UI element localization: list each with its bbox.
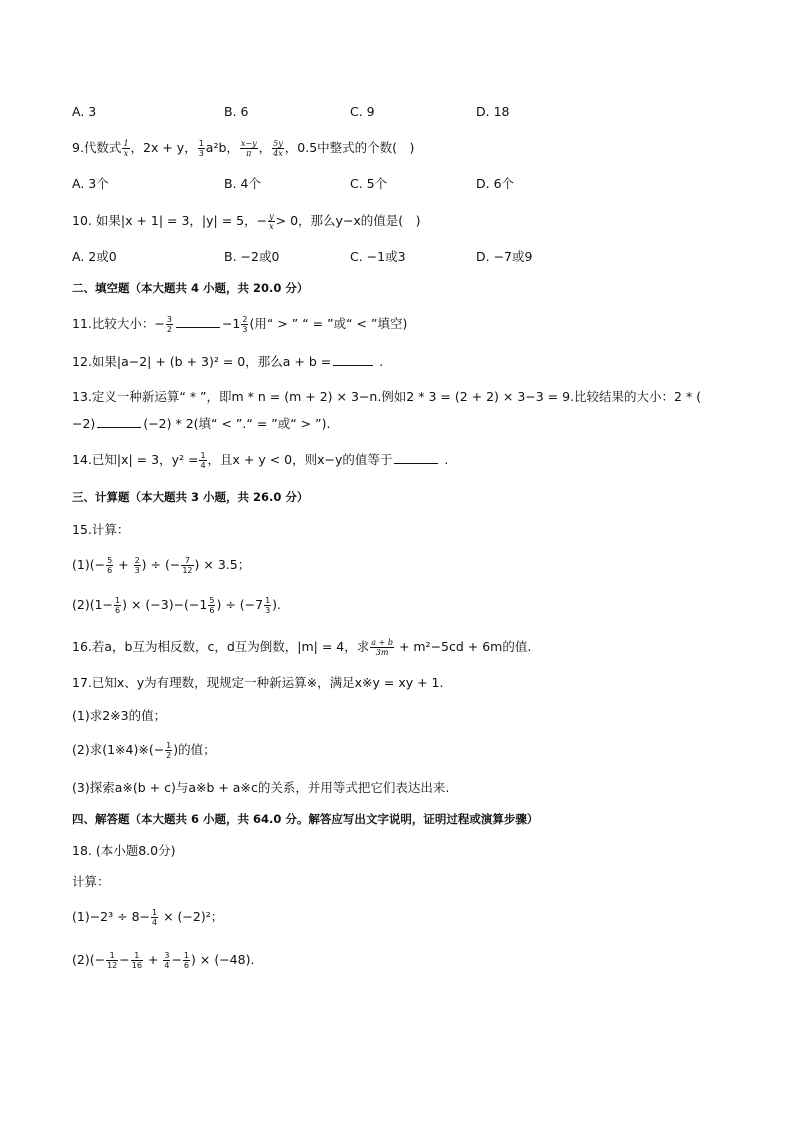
- fraction-numerator: 1: [200, 451, 206, 460]
- fraction: [181, 556, 193, 575]
- q9-term: a²b，: [205, 140, 239, 155]
- q16-prefix: 16.若a，b互为相反数，c，d互为倒数，|m| = 4，求: [72, 639, 370, 654]
- fraction: [183, 951, 190, 970]
- q17-part-3: (3)探索a※(b + c)与a※b + a※c的关系，并用等式把它们表达出来.: [72, 780, 450, 795]
- fraction-numerator: 2: [242, 315, 248, 324]
- q12-question: [72, 352, 383, 372]
- q15-part-2-mid: ) ÷ (−7: [216, 597, 264, 612]
- q18-part-1-tail: × (−2)²；: [163, 909, 224, 924]
- fraction-denominator: x: [269, 222, 274, 231]
- q17-part-2: [72, 740, 216, 760]
- fraction: [272, 139, 284, 158]
- fraction: [208, 596, 215, 615]
- fraction-denominator: 2: [166, 325, 172, 334]
- q14-prefix: 14.已知|x| = 3，y² =: [72, 452, 199, 467]
- fraction-denominator: 3: [242, 325, 248, 334]
- q16-question: [72, 637, 531, 657]
- fraction-numerator: 5: [107, 556, 113, 565]
- q11-mid: −1: [221, 316, 241, 331]
- q15-part-2-mid: ) × (−3)−(−1: [122, 597, 208, 612]
- q17-part-2-prefix: (2)求(1※4)※(−: [72, 742, 165, 757]
- q18-subtitle: 计算：: [72, 874, 110, 889]
- q15-part-1: (1)(− $\frac{5}{6}$ + $\frac{2}{3}$ ) ÷ (− $\frac{7}{12}$ ) × 3.5；: [72, 556, 251, 575]
- fraction-denominator: 2: [166, 751, 172, 760]
- q11-question: [72, 314, 407, 334]
- fraction-denominator: 6: [107, 566, 113, 575]
- fraction-numerator: 2: [134, 556, 140, 565]
- fraction-denominator: x: [123, 149, 129, 158]
- fraction-denominator: 6: [115, 606, 121, 615]
- q15-part-1-prefix: (1)(−: [72, 557, 106, 572]
- q9-tail: ，0.5中整式的个数( ): [284, 140, 415, 155]
- fraction-denominator: 3: [198, 149, 204, 158]
- fraction-denominator: 3m: [375, 648, 389, 657]
- fraction-numerator: a + b: [371, 638, 393, 647]
- q18-part-1-prefix: (1)−2³ ÷ 8−: [72, 909, 150, 924]
- fraction: [114, 596, 121, 615]
- fraction: [241, 315, 248, 334]
- fraction-denominator: π: [246, 149, 252, 158]
- q14-end: .: [444, 452, 449, 467]
- q15-part-2-tail: ).: [272, 597, 282, 612]
- q17-part-2-tail: )的值；: [173, 742, 216, 757]
- fraction: [268, 212, 275, 231]
- fraction: [106, 951, 118, 970]
- fraction-denominator: 12: [182, 566, 193, 575]
- q15-part-2: [72, 595, 281, 615]
- q18-part-1: [72, 907, 223, 927]
- q8-option-b[interactable]: B. 6: [224, 104, 249, 119]
- section-3-heading: 三、计算题（本大题共 3 小题，共 26.0 分）: [72, 490, 309, 504]
- answer-blank[interactable]: [394, 451, 438, 464]
- fraction-numerator: 1: [152, 908, 158, 917]
- answer-blank[interactable]: [176, 315, 220, 328]
- fraction: [198, 139, 205, 158]
- fraction-numerator: 5y: [273, 139, 283, 148]
- fraction-denominator: 4: [164, 961, 170, 970]
- fraction-numerator: 1: [265, 596, 271, 605]
- q18-part-2-prefix: (2)(−: [72, 952, 106, 967]
- q18-part-2-tail: ) × (−48).: [191, 952, 255, 967]
- answer-blank[interactable]: [97, 415, 141, 428]
- q15-part-1-tail: ) × 3.5；: [194, 557, 251, 572]
- q11-tail: (用“ > ” “ = ”或“ < ”填空): [249, 316, 408, 331]
- fraction: [240, 139, 258, 158]
- q16-tail: + m²−5cd + 6m的值.: [398, 639, 532, 654]
- fraction-numerator: 1: [123, 139, 129, 148]
- fraction-denominator: 6: [183, 961, 190, 970]
- q18-part-2: (2)(− $\frac{1}{12}$ − $\frac{1}{16}$ + $\frac{3}{4}$ − $\frac{1}{6}$ ) × (−48).: [72, 951, 255, 970]
- q9-option-d[interactable]: D. 6个: [476, 176, 515, 191]
- fraction-denominator: 16: [131, 961, 142, 970]
- q12-text: 12.如果|a−2| + (b + 3)² = 0，那么a + b =: [72, 354, 332, 369]
- fraction-numerator: 3: [164, 951, 170, 960]
- q10-prefix: 10. 如果|x + 1| = 3，|y| = 5，: [72, 213, 257, 228]
- fraction: [106, 556, 113, 575]
- q17-title: 17.已知x、y为有理数，现规定一种新运算※，满足x※y = xy + 1.: [72, 675, 444, 690]
- fraction-numerator: 1: [106, 951, 118, 961]
- q13-line-2: [72, 414, 330, 434]
- fraction-denominator: 3: [134, 566, 140, 575]
- fraction-numerator: 1: [183, 951, 190, 960]
- q14-tail: ，且x + y < 0，则x−y的值等于: [207, 452, 393, 467]
- fraction: [122, 139, 129, 158]
- fraction-denominator: 3: [265, 606, 271, 615]
- fraction-numerator: y: [269, 212, 274, 221]
- fraction-denominator: 12: [107, 961, 118, 970]
- q10-option-c[interactable]: C. −1或3: [350, 249, 406, 264]
- q13-line-2-prefix: −2): [72, 416, 96, 431]
- answer-blank[interactable]: [333, 353, 373, 366]
- fraction: [166, 315, 173, 334]
- fraction: [199, 451, 206, 470]
- q14-question: [72, 450, 448, 470]
- q9-option-b[interactable]: B. 4个: [224, 176, 261, 191]
- q9-option-a[interactable]: A. 3个: [72, 176, 109, 191]
- fraction-numerator: x−y: [240, 139, 257, 148]
- fraction-denominator: 4: [200, 461, 206, 470]
- fraction-numerator: 1: [115, 596, 121, 605]
- fraction-numerator: 1: [166, 741, 172, 750]
- fraction-denominator: 4: [152, 918, 158, 927]
- q9-question: [72, 138, 414, 158]
- q15-part-2-prefix: (2)(1−: [72, 597, 114, 612]
- q10-option-a[interactable]: A. 2或0: [72, 249, 117, 264]
- section-2-heading: 二、填空题（本大题共 4 小题，共 20.0 分）: [72, 281, 309, 295]
- fraction: [264, 596, 271, 615]
- q8-option-d[interactable]: D. 18: [476, 104, 510, 119]
- fraction-numerator: 5: [209, 596, 215, 605]
- fraction-denominator: 6: [209, 606, 215, 615]
- q8-option-c[interactable]: C. 9: [350, 104, 375, 119]
- q9-option-c[interactable]: C. 5个: [350, 176, 388, 191]
- q10-question: 10. 如果|x + 1| = 3，|y| = 5，− $\frac{y}{x}$ > 0，那么y−x的值是( ): [72, 212, 421, 231]
- q10-tail: > 0，那么y−x的值是( ): [275, 213, 421, 228]
- q13-line-2-tail: (−2) * 2(填“ < ”.“ = ”或“ > ”).: [143, 416, 331, 431]
- q9-term: ，2x + y，: [130, 140, 197, 155]
- fraction-numerator: 3: [166, 315, 172, 324]
- fraction-numerator: 7: [181, 556, 193, 566]
- q13-line-1: 13.定义一种新运算“ * ”，即m * n = (m + 2) × 3−n.例如2 * 3 = (2 + 2) × 3−3 = 9.比较结果的大小：2 * (: [72, 389, 702, 404]
- q11-prefix: 11.比较大小：−: [72, 316, 165, 331]
- q8-option-a[interactable]: A. 3: [72, 104, 97, 119]
- q9-term: ，: [258, 140, 272, 155]
- q10-option-b[interactable]: B. −2或0: [224, 249, 280, 264]
- q17-part-1: (1)求2※3的值；: [72, 708, 167, 723]
- fraction-denominator: 4x: [273, 149, 283, 158]
- q12-end: .: [379, 354, 384, 369]
- fraction: [163, 951, 170, 970]
- section-4-heading: 四、解答题（本大题共 6 小题，共 64.0 分。解答应写出文字说明，证明过程或演算步骤）: [72, 812, 539, 826]
- fraction: [370, 638, 394, 657]
- q15-title: 15.计算：: [72, 522, 130, 537]
- q18-title: 18. (本小题8.0分): [72, 843, 176, 858]
- fraction-numerator: 1: [131, 951, 143, 961]
- q10-option-d[interactable]: D. −7或9: [476, 249, 533, 264]
- fraction: [134, 556, 141, 575]
- fraction: [165, 741, 172, 760]
- q9-prefix: 9.代数式: [72, 140, 122, 155]
- fraction-numerator: 1: [198, 139, 204, 148]
- fraction: [131, 951, 143, 970]
- fraction: [151, 908, 158, 927]
